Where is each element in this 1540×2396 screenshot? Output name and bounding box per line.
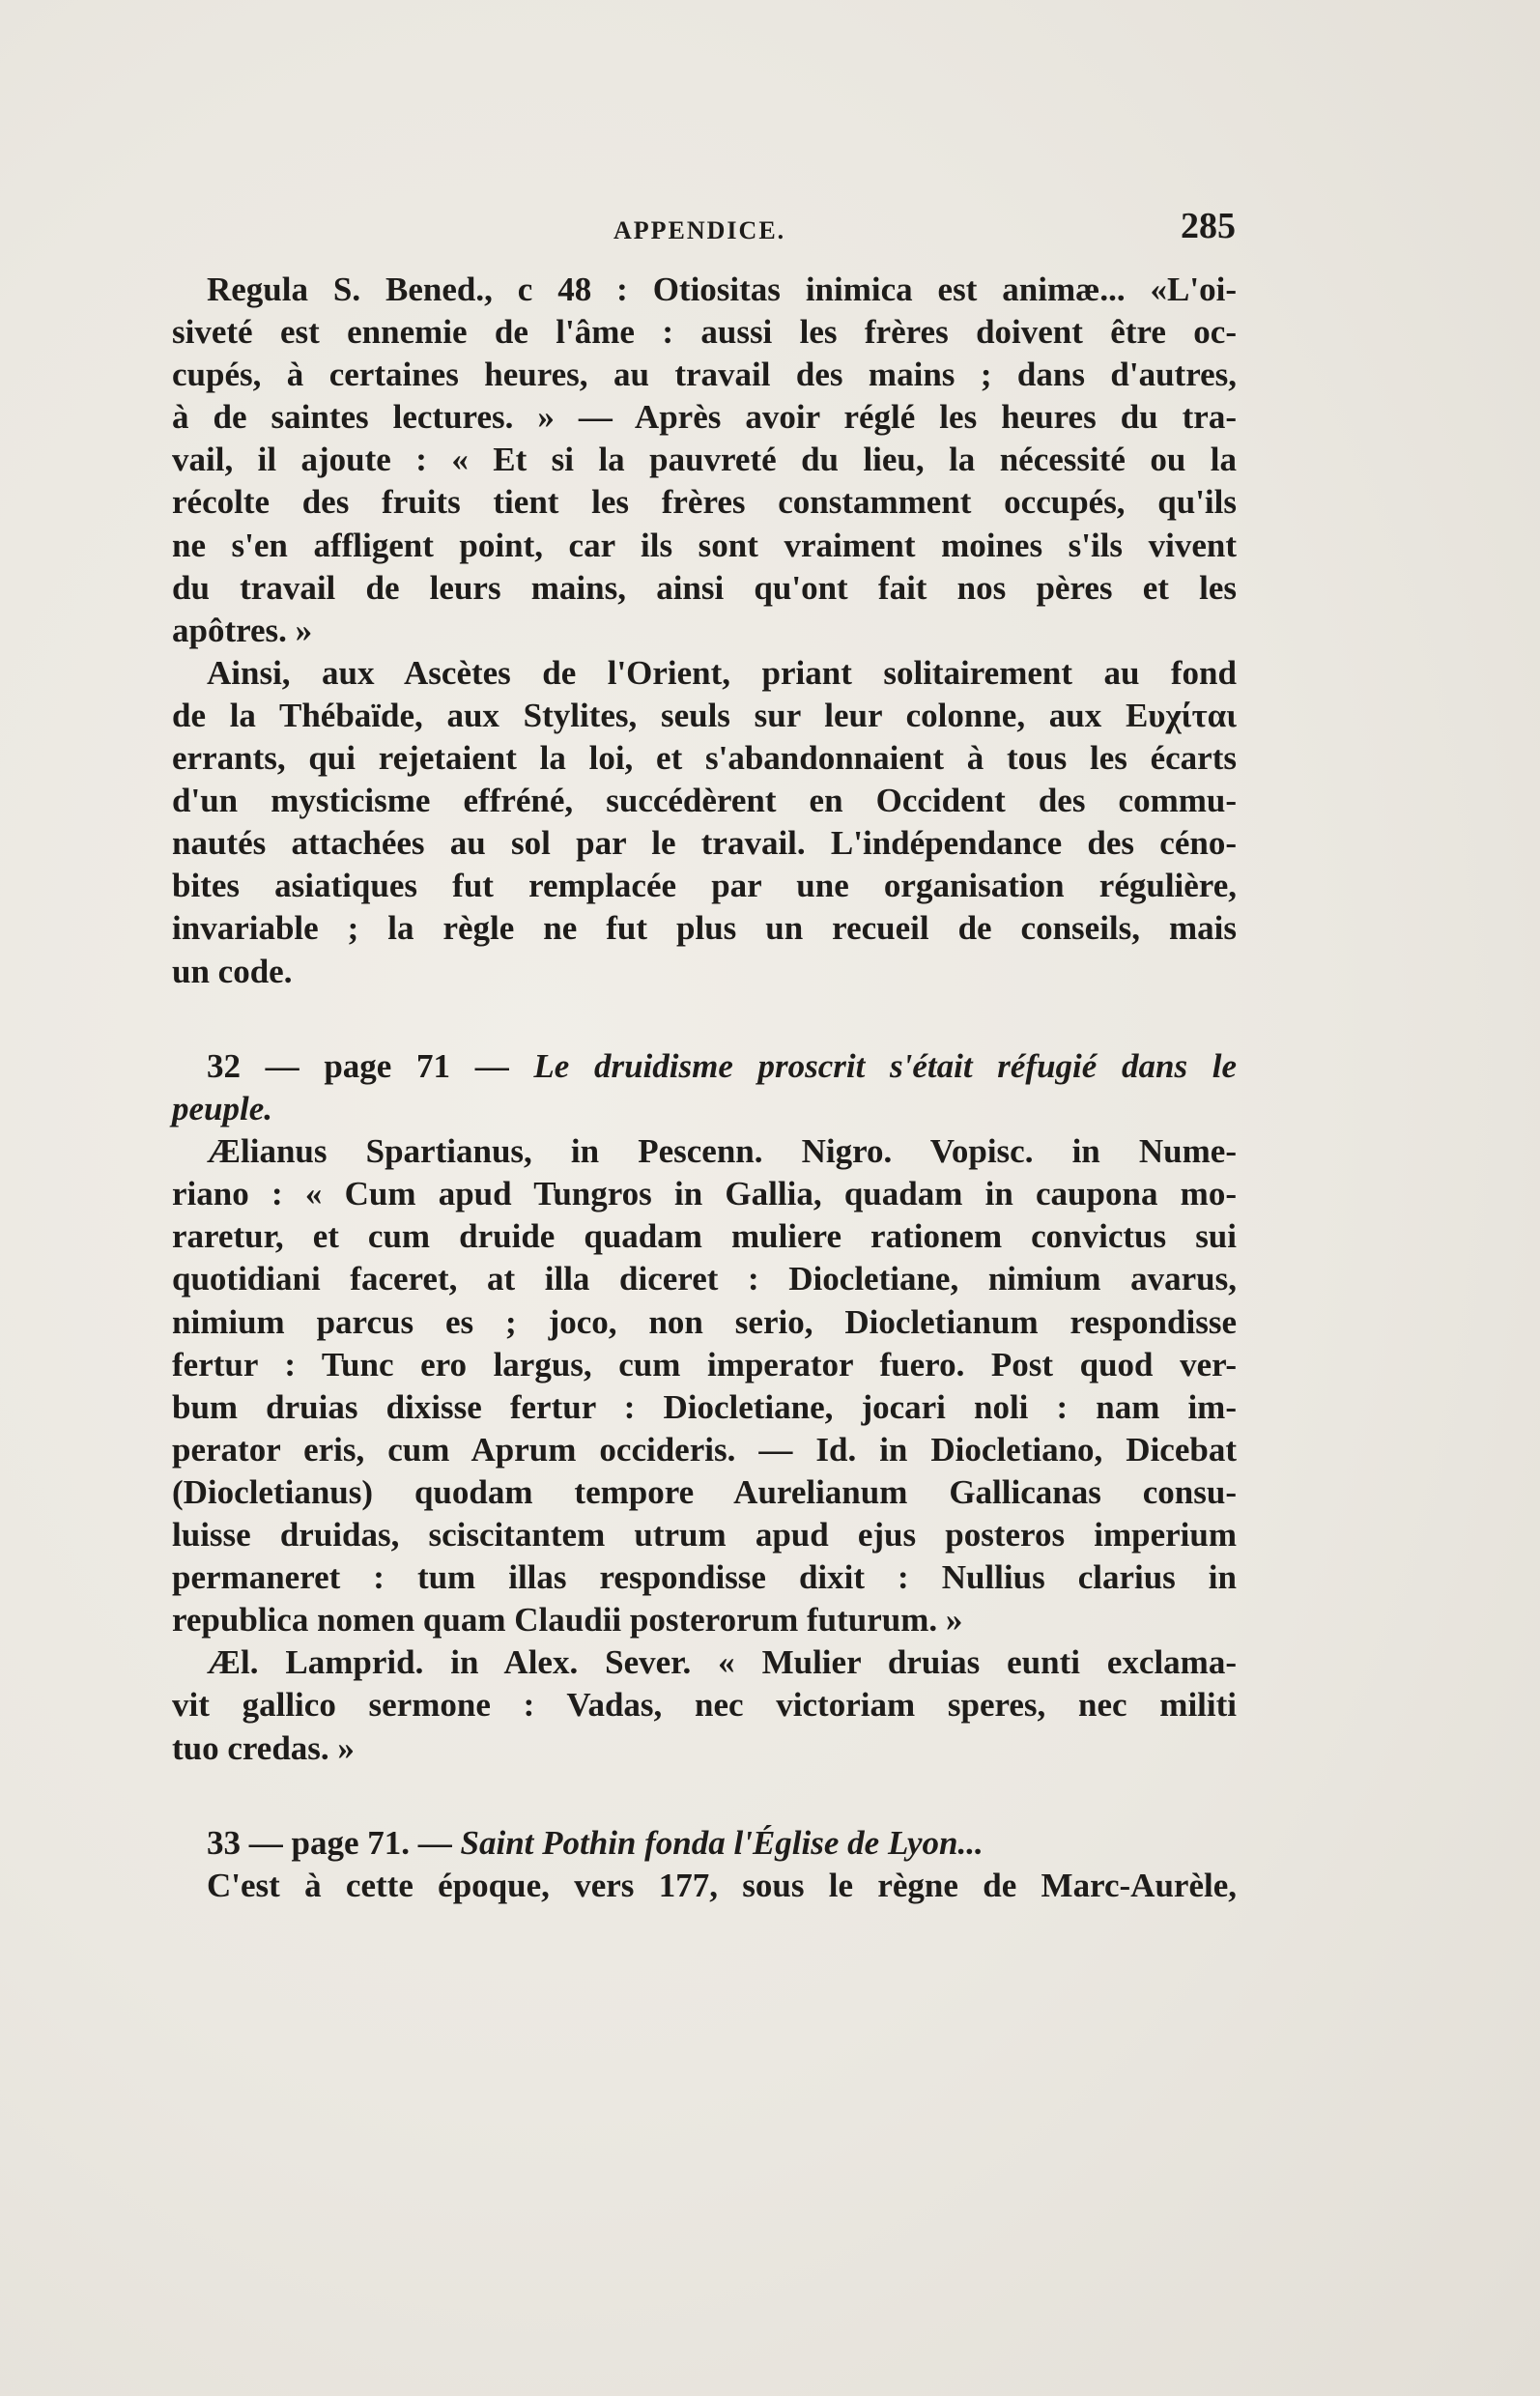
text-line: ne s'en affligent point, car ils sont vraiment moines s'ils vivent <box>172 526 1237 564</box>
section-regula <box>172 269 1237 993</box>
text-line: Ælianus Spartianus, in Pescenn. Nigro. Vopisc. in Nume- <box>207 1132 1237 1171</box>
note-heading-prefix: 32 — page 71 — <box>207 1047 534 1085</box>
text-line: permaneret : tum illas respondisse dixit : Nullius clarius in <box>172 1558 1237 1597</box>
running-title: APPENDICE. <box>613 216 786 244</box>
text-line: quotidiani faceret, at illa diceret : Diocletiane, nimium avarus, <box>172 1260 1237 1298</box>
text-line: luisse druidas, sciscitantem utrum apud ejus posteros imperium <box>172 1516 1237 1555</box>
note-heading-title: Le druidisme proscrit s'était réfugié dans le <box>533 1047 1237 1085</box>
text-line: vail, il ajoute : « Et si la pauvreté du lieu, la nécessité ou la <box>172 441 1237 479</box>
text-line: errants, qui rejetaient la loi, et s'abandonnaient à tous les écarts <box>172 739 1237 778</box>
text-line: à de saintes lectures. » — Après avoir réglé les heures du tra- <box>172 398 1237 437</box>
text-line: Regula S. Bened., c 48 : Otiositas inimica est animæ... «L'oi- <box>207 271 1237 308</box>
note-heading <box>172 1045 1237 1088</box>
text-line: republica nomen quam Claudii posterorum futurum. » <box>172 1601 963 1640</box>
note-heading-title-continued: peuple. <box>172 1090 273 1128</box>
text-line: Ainsi, aux Ascètes de l'Orient, priant solitairement au fond <box>207 653 1237 692</box>
page-number: 285 <box>1181 206 1236 246</box>
text-line: bites asiatiques fut remplacée par une organisation régulière, <box>172 867 1237 905</box>
note-heading <box>172 1822 1237 1865</box>
note-33 <box>172 1822 1237 1907</box>
text-line: apôtres. » <box>172 611 313 649</box>
text-line: invariable ; la règle ne fut plus un recueil de conseils, mais <box>172 909 1237 948</box>
text-line: Æl. Lamprid. in Alex. Sever. « Mulier druias eunti exclama- <box>207 1643 1237 1682</box>
text-line: cupés, à certaines heures, au travail des mains ; dans d'autres, <box>172 356 1237 394</box>
text-line: du travail de leurs mains, ainsi qu'ont fait nos pères et les <box>172 568 1237 607</box>
text-line: (Diocletianus) quodam tempore Aurelianum Gallicanas consu- <box>172 1472 1237 1511</box>
note-32 <box>172 1045 1237 1770</box>
text-line: nimium parcus es ; joco, non serio, Diocletianum respondisse <box>172 1302 1237 1341</box>
text-line: vit gallico sermone : Vadas, nec victoriam speres, nec militi <box>172 1686 1237 1725</box>
text-line: siveté est ennemie de l'âme : aussi les frères doivent être oc- <box>172 313 1237 352</box>
text-line: raretur, et cum druide quadam muliere rationem convictus sui <box>172 1217 1237 1256</box>
text-line: tuo credas. » <box>172 1728 355 1767</box>
text-line: récolte des fruits tient les frères constamment occupés, qu'ils <box>172 483 1237 522</box>
text-line: fertur : Tunc ero largus, cum imperator fuero. Post quod ver- <box>172 1345 1237 1383</box>
text-line: perator eris, cum Aprum occideris. — Id. in Diocletiano, Dicebat <box>172 1430 1237 1469</box>
text-line: nautés attachées au sol par le travail. L'indépendance des céno- <box>172 824 1237 863</box>
note-heading-title: Saint Pothin fonda l'Église de Lyon... <box>460 1824 984 1862</box>
text-line: un code. <box>172 952 293 990</box>
note-heading-prefix: 33 — page 71. — <box>207 1824 461 1862</box>
text-line: C'est à cette époque, vers 177, sous le règne de Marc-Aurèle, <box>207 1867 1237 1905</box>
text-line: riano : « Cum apud Tungros in Gallia, quadam in caupona mo- <box>172 1175 1237 1213</box>
text-line: d'un mysticisme effréné, succédèrent en Occident des commu- <box>172 782 1237 820</box>
text-line: bum druias dixisse fertur : Diocletiane, jocari noli : nam im- <box>172 1387 1237 1426</box>
text-line: de la Thébaïde, aux Stylites, seuls sur leur colonne, aux Ευχίται <box>172 696 1237 734</box>
